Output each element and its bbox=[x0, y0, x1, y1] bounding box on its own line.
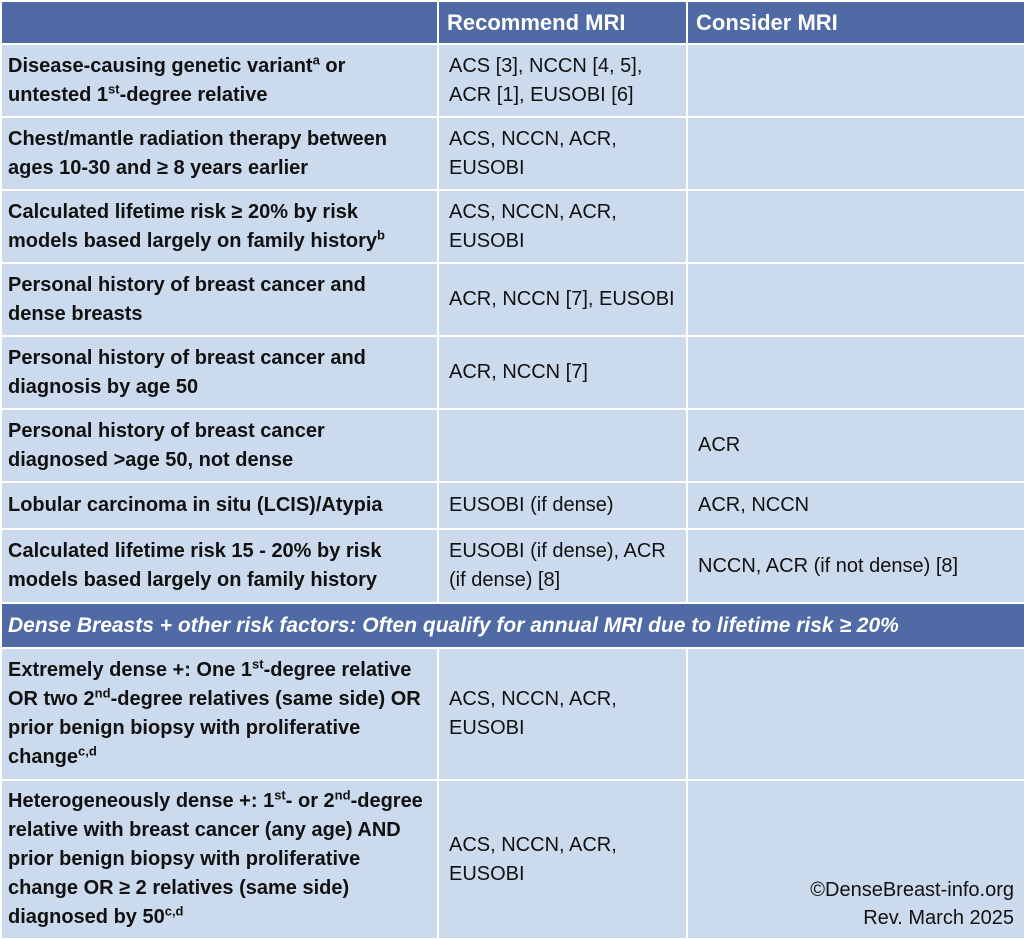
criteria-cell bbox=[1, 409, 438, 482]
table-row bbox=[1, 44, 1024, 117]
criteria-cell bbox=[1, 529, 438, 603]
table-row bbox=[1, 117, 1024, 190]
recommend-cell: EUSOBI (if dense), ACR (if dense) [8] bbox=[438, 529, 687, 603]
table-row bbox=[1, 482, 1024, 529]
recommend-cell: ACR, NCCN [7], EUSOBI bbox=[438, 263, 687, 336]
criteria-text: -degree relatives (same side) OR prior benign biopsy with proliferative change bbox=[8, 688, 421, 768]
table-row bbox=[1, 336, 1024, 409]
criteria-cell bbox=[1, 44, 438, 117]
criteria-text: or untested 1 bbox=[8, 54, 346, 106]
recommend-cell: ACS, NCCN, ACR, EUSOBI bbox=[438, 648, 687, 780]
recommend-cell: ACS, NCCN, ACR, EUSOBI bbox=[438, 780, 687, 939]
consider-cell bbox=[687, 263, 1024, 336]
criteria-text: - or 2 bbox=[285, 790, 335, 812]
consider-cell bbox=[687, 117, 1024, 190]
criteria-text: Calculated lifetime risk ≥ 20% by risk models based largely on family history bbox=[8, 200, 378, 252]
criteria-cell bbox=[1, 117, 438, 190]
consider-cell bbox=[687, 648, 1024, 780]
criteria-text: Personal history of breast cancer diagnosed >age 50, not dense bbox=[8, 419, 325, 471]
table-row bbox=[1, 409, 1024, 482]
superscript: c,d bbox=[78, 743, 97, 759]
criteria-cell bbox=[1, 648, 438, 780]
copyright-cell bbox=[687, 780, 1024, 939]
criteria-text: Personal history of breast cancer and dense breasts bbox=[8, 273, 366, 325]
table-row bbox=[1, 780, 1024, 939]
superscript: nd bbox=[94, 685, 111, 701]
consider-cell bbox=[687, 336, 1024, 409]
recommend-cell: ACS [3], NCCN [4, 5], ACR [1], EUSOBI [6] bbox=[438, 44, 687, 117]
table-row bbox=[1, 263, 1024, 336]
criteria-text: -degree relative OR two 2 bbox=[8, 659, 412, 710]
recommend-cell: ACS, NCCN, ACR, EUSOBI bbox=[438, 117, 687, 190]
consider-cell: ACR, NCCN bbox=[687, 482, 1024, 529]
recommend-cell bbox=[438, 409, 687, 482]
criteria-text: -degree relative bbox=[119, 83, 268, 106]
header-criteria bbox=[1, 1, 438, 44]
header-consider-mri: Consider MRI bbox=[687, 1, 1024, 44]
superscript: nd bbox=[334, 787, 351, 803]
consider-cell: ACR bbox=[687, 409, 1024, 482]
table-row bbox=[1, 529, 1024, 603]
superscript: st bbox=[108, 80, 120, 96]
superscript: st bbox=[252, 656, 264, 672]
criteria-text: Calculated lifetime risk 15 - 20% by risk models based largely on family history bbox=[8, 540, 382, 591]
header-row bbox=[1, 1, 1024, 44]
dense-breasts-banner: Dense Breasts + other risk factors: Often qualify for annual MRI due to lifetime risk ≥ 20% bbox=[1, 603, 1024, 648]
criteria-cell bbox=[1, 482, 438, 529]
criteria-cell bbox=[1, 336, 438, 409]
criteria-text: -degree relative with breast cancer (any age) AND prior benign biopsy with proliferative change OR ≥ 2 relatives (same side) diagnosed by 50 bbox=[8, 790, 423, 928]
consider-cell bbox=[687, 44, 1024, 117]
recommend-cell: EUSOBI (if dense) bbox=[438, 482, 687, 529]
dense-breasts-banner-row bbox=[1, 603, 1024, 648]
criteria-text: Chest/mantle radiation therapy between ages 10-30 and ≥ 8 years earlier bbox=[8, 127, 387, 179]
table-row bbox=[1, 648, 1024, 780]
superscript: b bbox=[377, 226, 385, 242]
criteria-text: Personal history of breast cancer and diagnosis by age 50 bbox=[8, 346, 366, 398]
criteria-cell bbox=[1, 263, 438, 336]
revision-text: Rev. March 2025 bbox=[863, 907, 1014, 929]
criteria-cell bbox=[1, 190, 438, 263]
criteria-text: Heterogeneously dense +: 1 bbox=[8, 790, 275, 812]
recommend-cell: ACS, NCCN, ACR, EUSOBI bbox=[438, 190, 687, 263]
table-row bbox=[1, 190, 1024, 263]
superscript: st bbox=[274, 787, 286, 803]
criteria-text: Disease-causing genetic variant bbox=[8, 54, 313, 77]
header-recommend-mri: Recommend MRI bbox=[438, 1, 687, 44]
superscript: a bbox=[312, 51, 320, 67]
copyright-text: ©DenseBreast-info.org bbox=[810, 879, 1014, 901]
consider-cell: NCCN, ACR (if not dense) [8] bbox=[687, 529, 1024, 603]
criteria-text: Extremely dense +: One 1 bbox=[8, 659, 253, 681]
recommend-cell: ACR, NCCN [7] bbox=[438, 336, 687, 409]
criteria-text: Lobular carcinoma in situ (LCIS)/Atypia bbox=[8, 494, 383, 516]
superscript: c,d bbox=[164, 903, 184, 919]
criteria-cell bbox=[1, 780, 438, 939]
consider-cell bbox=[687, 190, 1024, 263]
